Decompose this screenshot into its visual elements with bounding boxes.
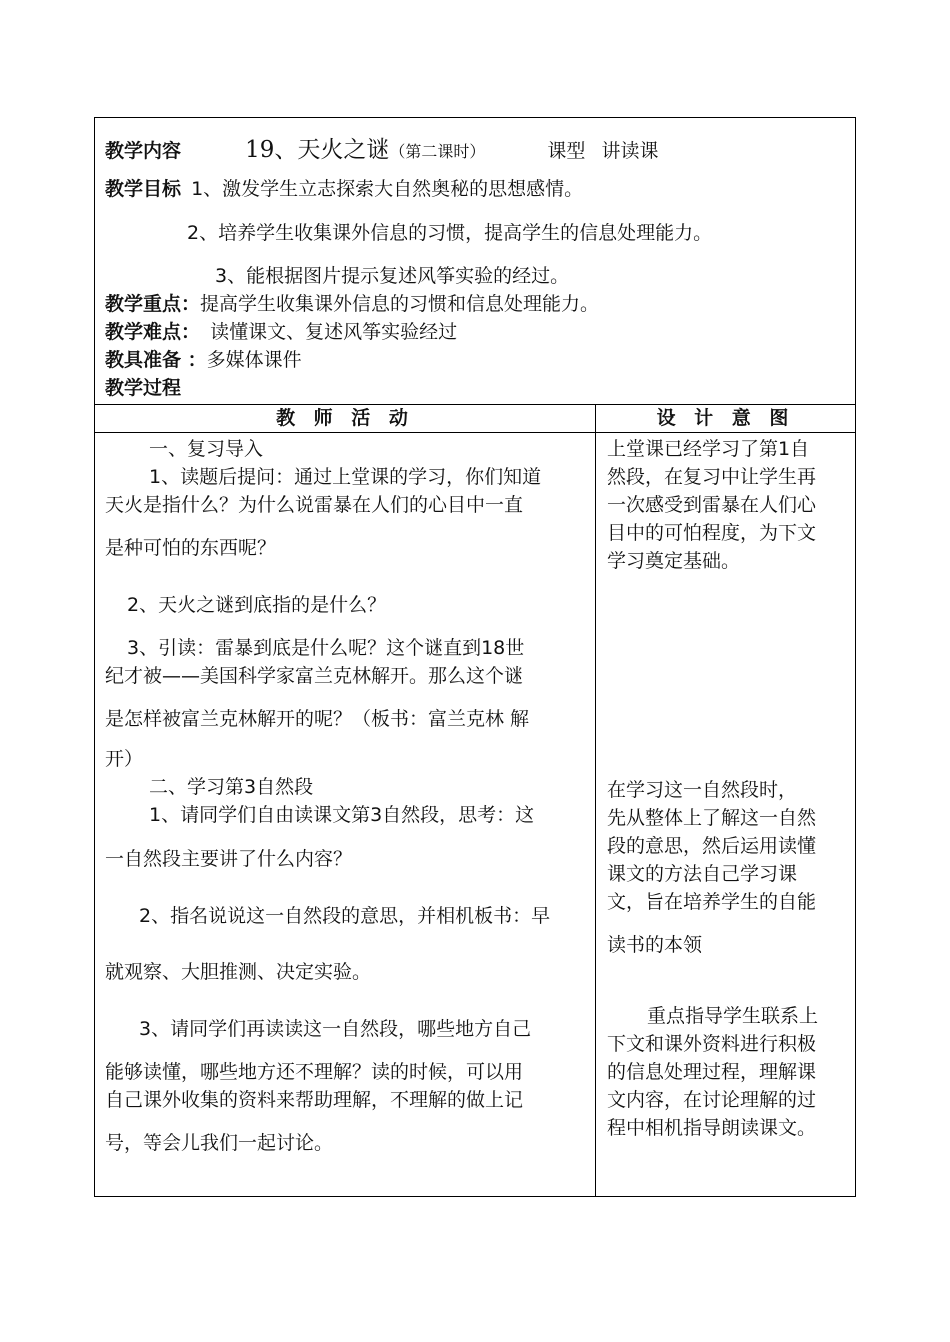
design-line: 学习奠定基础。	[607, 550, 741, 572]
design-line: 先从整体上了解这一自然	[607, 807, 817, 829]
teacher-line: 号，等会儿我们一起讨论。	[105, 1132, 334, 1154]
tools-row	[105, 348, 302, 372]
teacher-line: 1、请同学们自由读课文第3自然段，思考：这	[149, 804, 535, 826]
design-line: 下文和课外资料进行积极	[607, 1033, 817, 1055]
lesson-title: 19、天火之谜	[245, 137, 390, 163]
teacher-line: 是种可怕的东西呢？	[105, 537, 277, 559]
lesson-period: （第二课时）	[389, 142, 486, 161]
teacher-line: 纪才被——美国科学家富兰克林解开。那么这个谜	[105, 665, 524, 687]
goals-row	[105, 177, 583, 201]
design-line: 课文的方法自己学习课	[607, 863, 798, 885]
teacher-line: 3、请同学们再读读这一自然段，哪些地方自己	[139, 1018, 532, 1040]
process-label: 教学过程	[105, 377, 182, 399]
design-line: 文，旨在培养学生的自能	[607, 891, 817, 913]
teacher-line: 二、学习第3自然段	[149, 776, 314, 798]
teacher-activity-header: 教 师 活 动	[95, 404, 595, 433]
design-intent-header: 设 计 意 图	[596, 404, 855, 433]
column-divider	[595, 404, 596, 1196]
type-label: 课型	[547, 140, 586, 162]
design-line: 然段，在复习中让学生再	[607, 466, 817, 488]
difficulty-value: 读懂课文、复述风筝实验经过	[210, 321, 458, 343]
goal-1: 1、激发学生立志探索大自然奥秘的思想感情。	[191, 178, 584, 200]
key-point-value: 提高学生收集课外信息的习惯和信息处理能力。	[200, 293, 600, 315]
lesson-plan-table	[94, 117, 856, 1197]
design-line: 读书的本领	[607, 934, 703, 956]
design-line: 程中相机指导朗读课文。	[607, 1117, 817, 1139]
teacher-line: 一、复习导入	[149, 438, 264, 460]
teacher-line: 就观察、大胆推测、决定实验。	[105, 961, 372, 983]
goal-2: 2、培养学生收集课外信息的习惯，提高学生的信息处理能力。	[187, 222, 713, 244]
design-line: 的信息处理过程，理解课	[607, 1061, 817, 1083]
goals-label: 教学目标	[105, 178, 182, 200]
goal-3: 3、能根据图片提示复述风筝实验的经过。	[215, 265, 570, 287]
design-line: 目中的可怕程度，为下文	[607, 522, 817, 544]
teacher-line: 2、天火之谜到底指的是什么？	[127, 594, 387, 616]
teacher-line: 1、读题后提问：通过上堂课的学习，你们知道	[149, 466, 542, 488]
teacher-line: 是怎样被富兰克林解开的呢？（板书：富兰克林 解	[105, 708, 530, 730]
type-value: 讲读课	[601, 140, 659, 162]
key-point-row	[105, 292, 599, 316]
content-label: 教学内容	[105, 140, 182, 162]
tools-label: 教具准备 ：	[105, 349, 207, 371]
design-line: 段的意思，然后运用读懂	[607, 835, 817, 857]
teacher-line: 天火是指什么？为什么说雷暴在人们的心目中一直	[105, 494, 524, 516]
key-point-label: 教学重点：	[105, 293, 201, 315]
difficulty-row	[105, 320, 457, 344]
design-line: 上堂课已经学习了第1自	[607, 438, 810, 460]
teacher-line: 2、指名说说这一自然段的意思，并相机板书：早	[139, 905, 551, 927]
content-row	[105, 138, 658, 164]
teacher-line: 3、引读：雷暴到底是什么呢？这个谜直到18世	[127, 637, 525, 659]
teacher-line: 一自然段主要讲了什么内容？	[105, 848, 353, 870]
teacher-line: 能够读懂，哪些地方还不理解？读的时候，可以用	[105, 1061, 524, 1083]
difficulty-label: 教学难点：	[105, 321, 201, 343]
tools-value: 多媒体课件	[206, 349, 302, 371]
design-line: 重点指导学生联系上	[647, 1005, 819, 1027]
design-line: 一次感受到雷暴在人们心	[607, 494, 817, 516]
lesson-header	[95, 118, 855, 405]
teacher-line: 开）	[105, 748, 144, 770]
design-line: 文内容，在讨论理解的过	[607, 1089, 817, 1111]
teacher-line: 自己课外收集的资料来帮助理解，不理解的做上记	[105, 1089, 524, 1111]
design-line: 在学习这一自然段时，	[607, 779, 798, 801]
